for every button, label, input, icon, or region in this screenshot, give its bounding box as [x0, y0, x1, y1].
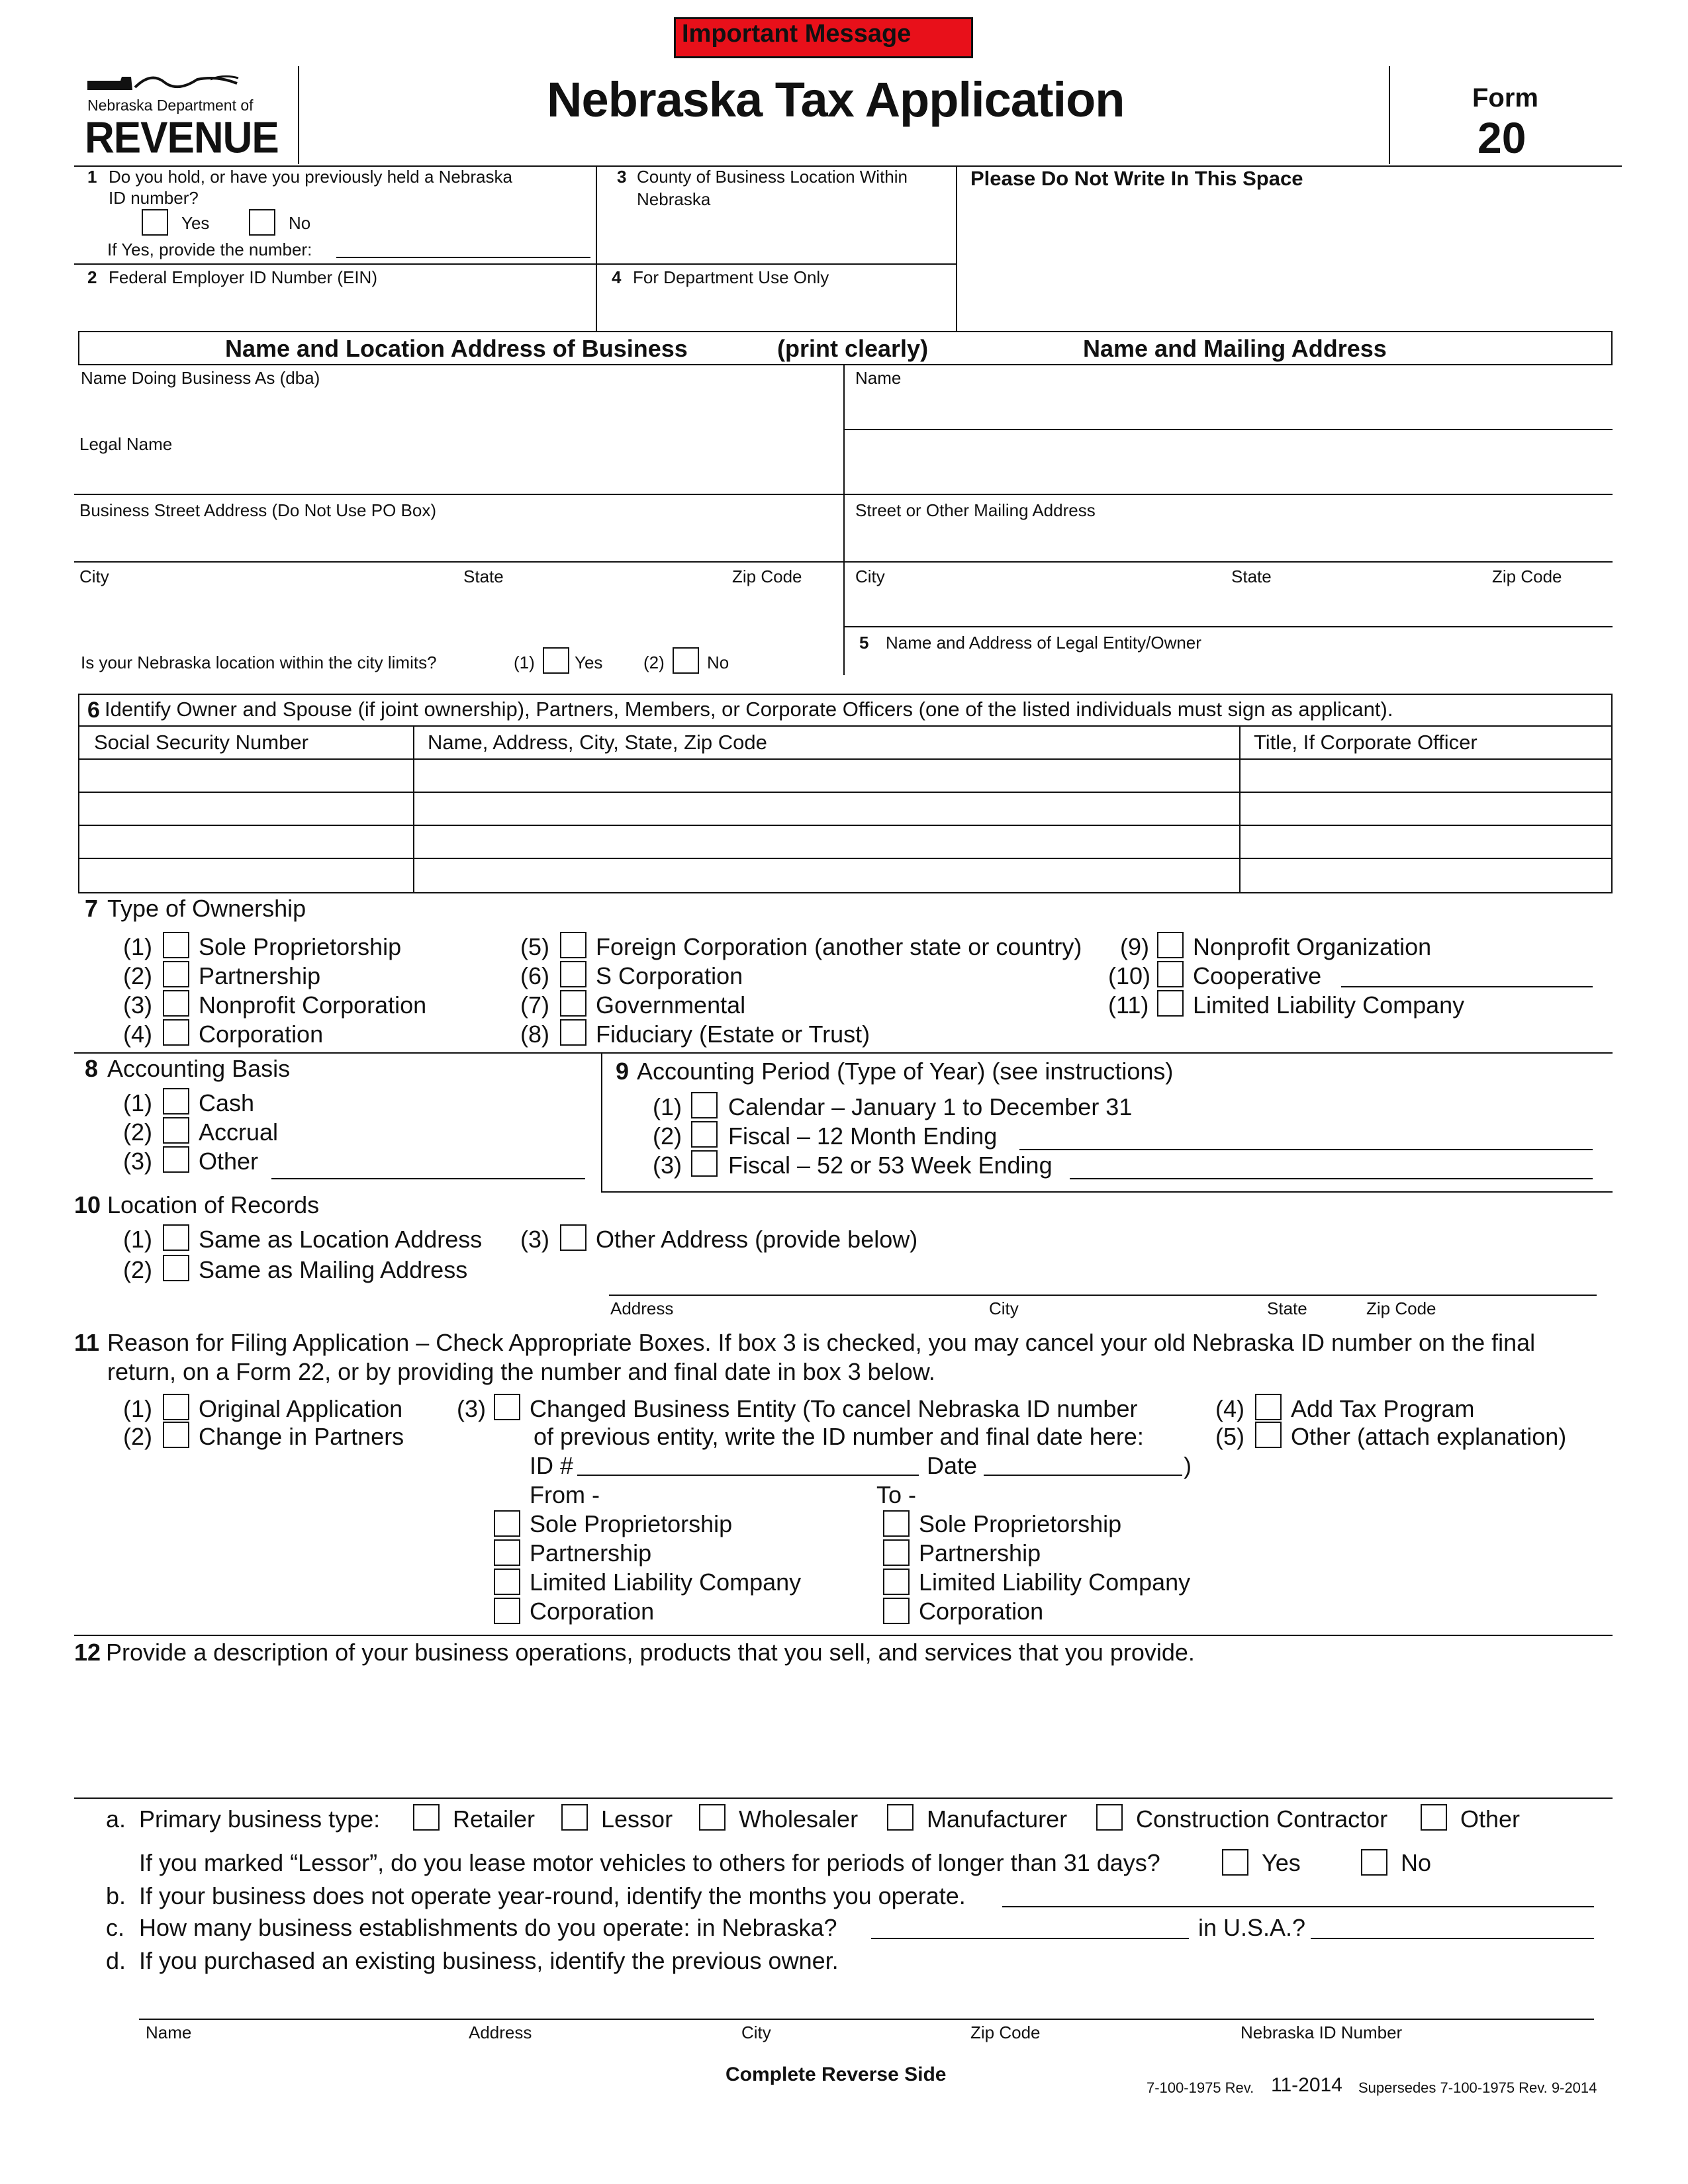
q3-text1: County of Business Location Within — [637, 167, 908, 187]
prev-owner-name-label: Name — [146, 2023, 192, 2042]
q8-accrual-checkbox[interactable] — [163, 1117, 189, 1144]
legal-entity-field[interactable] — [846, 655, 1611, 675]
q7-n5: (5) — [520, 933, 549, 960]
lessor-question: If you marked “Lessor”, do you lease motor vehicles to others for periods of longer than 31 days? — [139, 1849, 1160, 1876]
q12a-text: Primary business type: — [139, 1805, 381, 1833]
q8-label1: Cash — [199, 1089, 255, 1116]
table-row[interactable] — [79, 859, 1611, 892]
important-message-text: Important Message — [682, 20, 912, 48]
q6-number: 6 — [87, 698, 100, 723]
q9-fiscal12-field[interactable] — [1019, 1149, 1593, 1150]
legal-name-field[interactable] — [78, 455, 842, 492]
q9-n1: (1) — [653, 1093, 682, 1120]
city-limits-question: Is your Nebraska location within the city limits? — [81, 653, 437, 672]
q2-number: 2 — [87, 267, 97, 287]
q1-text1: Do you hold, or have you previously held a Nebraska — [109, 167, 512, 187]
q6-col-ssn: Social Security Number — [94, 731, 308, 754]
q11-from-entity1: Sole Proprietorship — [530, 1510, 733, 1537]
lessor-yes-label: Yes — [1262, 1849, 1301, 1876]
q12b-text: If your business does not operate year-round, identify the months you operate. — [139, 1882, 966, 1909]
q11-other-checkbox[interactable] — [1255, 1422, 1282, 1448]
q6-text: Identify Owner and Spouse (if joint ownership), Partners, Members, or Corporate Officers (one of the listed individuals must sign as applicant). — [105, 698, 1393, 721]
q9-label2: Fiscal – 12 Month Ending — [728, 1122, 998, 1150]
months-operate-field[interactable] — [1002, 1906, 1594, 1907]
q8-other-checkbox[interactable] — [163, 1146, 189, 1173]
revision-date: 11-2014 — [1271, 2074, 1342, 2096]
q7-label10: Cooperative — [1193, 962, 1322, 989]
mail-city-label: City — [855, 567, 885, 586]
form-label: Form — [1472, 83, 1538, 113]
q7-label1: Sole Proprietorship — [199, 933, 402, 960]
q11-to-llc-checkbox[interactable] — [883, 1569, 910, 1595]
q7-label5: Foreign Corporation (another state or country) — [596, 933, 1082, 960]
q10-label1: Same as Location Address — [199, 1226, 483, 1253]
q11-to-entity3: Limited Liability Company — [919, 1569, 1191, 1596]
q8-title: Accounting Basis — [107, 1055, 291, 1082]
q1-id-number-field[interactable] — [336, 257, 590, 258]
lessor-no-checkbox[interactable] — [1361, 1849, 1387, 1876]
q11-changed-entity-checkbox[interactable] — [494, 1394, 520, 1420]
mail-state-label: State — [1231, 567, 1272, 586]
logo-line1: Nebraska Department of — [87, 97, 254, 114]
q11-to-entity2: Partnership — [919, 1539, 1041, 1567]
q9-n2: (2) — [653, 1122, 682, 1150]
q11-from-label: From - — [530, 1481, 600, 1508]
lessor-yes-checkbox[interactable] — [1222, 1849, 1248, 1876]
q11-o4-label: Add Tax Program — [1291, 1395, 1475, 1422]
q7-n1: (1) — [123, 933, 152, 960]
business-city-label: City — [79, 567, 109, 586]
q11-from-partnership-checkbox[interactable] — [494, 1539, 520, 1566]
q10-same-mailing-checkbox[interactable] — [163, 1255, 189, 1281]
type-other: Other — [1460, 1805, 1521, 1833]
q7-n8: (8) — [520, 1021, 549, 1048]
q7-nonprofit-corp-checkbox[interactable] — [163, 990, 189, 1017]
q8-other-field[interactable] — [271, 1178, 585, 1179]
q11-add-tax-program-checkbox[interactable] — [1255, 1394, 1282, 1420]
q8-label2: Accrual — [199, 1118, 279, 1146]
type-wholesaler: Wholesaler — [739, 1805, 859, 1833]
q11-id-field[interactable] — [577, 1475, 919, 1476]
q7-n4: (4) — [123, 1021, 152, 1048]
q11-from-llc-checkbox[interactable] — [494, 1569, 520, 1595]
dba-label: Name Doing Business As (dba) — [81, 368, 320, 388]
q4-label: For Department Use Only — [633, 267, 829, 287]
q7-n3: (3) — [123, 991, 152, 1019]
nebraska-establishments-field[interactable] — [871, 1938, 1189, 1939]
q5-number: 5 — [859, 633, 869, 653]
q7-corporation-checkbox[interactable] — [163, 1019, 189, 1046]
q10-number: 10 — [74, 1191, 101, 1218]
q10-label3: Other Address (provide below) — [596, 1226, 918, 1253]
table-row[interactable] — [79, 760, 1611, 792]
q8-cash-checkbox[interactable] — [163, 1088, 189, 1115]
location-address-heading: Name and Location Address of Business — [225, 335, 688, 362]
q7-llc-checkbox[interactable] — [1157, 990, 1184, 1017]
prev-owner-address-label: Address — [469, 2023, 532, 2042]
q11-text1: Reason for Filing Application – Check Appropriate Boxes. If box 3 is checked, you may cancel your old Nebraska ID number on the final — [107, 1329, 1536, 1356]
do-not-write-label: Please Do Not Write In This Space — [970, 167, 1303, 190]
q9-label3: Fiscal – 52 or 53 Week Ending — [728, 1152, 1053, 1179]
manufacturer-checkbox[interactable] — [887, 1804, 914, 1831]
q11-o2-num: (2) — [123, 1423, 152, 1450]
type-retailer: Retailer — [453, 1805, 536, 1833]
q12b-letter: b. — [106, 1882, 126, 1909]
prev-owner-id-label: Nebraska ID Number — [1241, 2023, 1403, 2042]
type-manufacturer: Manufacturer — [927, 1805, 1068, 1833]
q9-label1: Calendar – January 1 to December 31 — [728, 1093, 1133, 1120]
q7-sole-proprietorship-checkbox[interactable] — [163, 932, 189, 958]
q7-n10: (10) — [1108, 962, 1151, 989]
q10-same-location-checkbox[interactable] — [163, 1224, 189, 1251]
q9-fiscal52-field[interactable] — [1070, 1178, 1593, 1179]
q8-number: 8 — [85, 1055, 99, 1082]
q7-label11: Limited Liability Company — [1193, 991, 1465, 1019]
q7-governmental-checkbox[interactable] — [560, 990, 586, 1017]
q11-to-label: To - — [876, 1481, 917, 1508]
logo-revenue: REVENUE — [85, 113, 279, 163]
q7-n7: (7) — [520, 991, 549, 1019]
q7-label9: Nonprofit Organization — [1193, 933, 1432, 960]
q11-text2: return, on a Form 22, or by providing the number and final date in box 3 below. — [107, 1358, 935, 1385]
city-limits-no-num: (2) — [643, 653, 665, 672]
table-row[interactable] — [79, 793, 1611, 825]
q10-zip-label: Zip Code — [1366, 1298, 1436, 1318]
q10-n2: (2) — [123, 1256, 152, 1283]
q6-col-name: Name, Address, City, State, Zip Code — [428, 731, 767, 754]
q11-to-corporation-checkbox[interactable] — [883, 1598, 910, 1624]
county-field[interactable] — [598, 212, 955, 261]
q12-text: Provide a description of your business operations, products that you sell, and services that you provide. — [106, 1639, 1195, 1666]
q7-nonprofit-org-checkbox[interactable] — [1157, 932, 1184, 958]
q11-from-entity4: Corporation — [530, 1598, 655, 1625]
q11-o5-num: (5) — [1215, 1423, 1244, 1450]
q10-label2: Same as Mailing Address — [199, 1256, 468, 1283]
q7-s-corp-checkbox[interactable] — [560, 961, 586, 987]
business-city-state-zip-field[interactable] — [78, 589, 842, 625]
q11-to-partnership-checkbox[interactable] — [883, 1539, 910, 1566]
q11-o2-label: Change in Partners — [199, 1423, 404, 1450]
prev-owner-zip-label: Zip Code — [970, 2023, 1041, 2042]
q12d-text: If you purchased an existing business, identify the previous owner. — [139, 1947, 839, 1974]
print-clearly-heading: (print clearly) — [777, 335, 929, 362]
form-number: 20 — [1477, 113, 1526, 162]
legal-name-label: Legal Name — [79, 434, 173, 454]
q12d-letter: d. — [106, 1947, 126, 1974]
q10-address-label: Address — [610, 1298, 674, 1318]
type-lessor: Lessor — [601, 1805, 673, 1833]
q11-to-entity1: Sole Proprietorship — [919, 1510, 1122, 1537]
q6-col-title: Title, If Corporate Officer — [1254, 731, 1477, 754]
q11-date-label: Date — [927, 1452, 978, 1479]
q7-fiduciary-checkbox[interactable] — [560, 1019, 586, 1046]
q7-label8: Fiduciary (Estate or Trust) — [596, 1021, 870, 1048]
cooperative-field[interactable] — [1341, 986, 1593, 987]
q12a-letter: a. — [106, 1805, 126, 1833]
q12c-text: How many business establishments do you operate: in Nebraska? — [139, 1914, 837, 1941]
dba-field[interactable] — [78, 390, 842, 428]
q11-o5-label: Other (attach explanation) — [1291, 1423, 1567, 1450]
q1-text2: ID number? — [109, 188, 199, 208]
q9-title: Accounting Period (Type of Year) (see instructions) — [637, 1058, 1174, 1085]
q12c-usa-label: in U.S.A.? — [1198, 1914, 1306, 1941]
q7-label7: Governmental — [596, 991, 746, 1019]
q11-from-corporation-checkbox[interactable] — [494, 1598, 520, 1624]
wholesaler-checkbox[interactable] — [699, 1804, 726, 1831]
q9-n3: (3) — [653, 1152, 682, 1179]
q11-o3-line2: of previous entity, write the ID number and final date here: — [534, 1423, 1144, 1450]
q10-title: Location of Records — [107, 1191, 320, 1218]
q7-label3: Nonprofit Corporation — [199, 991, 427, 1019]
q9-calendar-checkbox[interactable] — [691, 1092, 718, 1118]
q7-partnership-checkbox[interactable] — [163, 961, 189, 987]
q11-close-paren: ) — [1184, 1452, 1192, 1479]
q11-from-entity2: Partnership — [530, 1539, 652, 1567]
city-limits-yes-checkbox[interactable] — [543, 647, 569, 674]
business-street-field[interactable] — [78, 523, 842, 559]
other-type-checkbox[interactable] — [1421, 1804, 1447, 1831]
q11-change-partners-checkbox[interactable] — [163, 1422, 189, 1448]
mailing-address-heading: Name and Mailing Address — [1083, 335, 1387, 362]
q7-n6: (6) — [520, 962, 549, 989]
q1-number: 1 — [87, 167, 97, 187]
revision-prefix: 7-100-1975 Rev. — [1147, 2079, 1254, 2096]
q11-o1-num: (1) — [123, 1395, 152, 1422]
city-limits-no-label: No — [707, 653, 729, 672]
q12-description-field[interactable] — [74, 1670, 1613, 1796]
page-title: Nebraska Tax Application — [547, 72, 1125, 127]
q1-no-label: No — [289, 213, 311, 233]
q7-label6: S Corporation — [596, 962, 743, 989]
q11-to-entity4: Corporation — [919, 1598, 1044, 1625]
q8-n1: (1) — [123, 1089, 152, 1116]
mail-name-label: Name — [855, 368, 902, 388]
q3-text2: Nebraska — [637, 189, 711, 209]
complete-reverse-side: Complete Reverse Side — [726, 2064, 947, 2085]
nebraska-state-icon — [85, 66, 283, 99]
q4-number: 4 — [612, 267, 622, 287]
q11-o3-line1: Changed Business Entity (To cancel Nebraska ID number — [530, 1395, 1138, 1422]
q1-yes-label: Yes — [181, 213, 210, 233]
q11-to-sole-prop-checkbox[interactable] — [883, 1510, 910, 1537]
q1-no-checkbox[interactable] — [249, 209, 275, 236]
q11-id-label: ID # — [530, 1452, 574, 1479]
q10-city-label: City — [989, 1298, 1019, 1318]
q7-label2: Partnership — [199, 962, 321, 989]
supersedes-text: Supersedes 7-100-1975 Rev. 9-2014 — [1358, 2079, 1597, 2096]
q7-cooperative-checkbox[interactable] — [1157, 961, 1184, 987]
q11-date-field[interactable] — [984, 1475, 1182, 1476]
q8-n2: (2) — [123, 1118, 152, 1146]
lessor-no-label: No — [1401, 1849, 1432, 1876]
q7-n11: (11) — [1108, 991, 1149, 1019]
lessor-checkbox[interactable] — [561, 1804, 588, 1831]
q10-address-field[interactable] — [609, 1295, 1597, 1296]
q11-number: 11 — [74, 1329, 100, 1356]
q8-n3: (3) — [123, 1148, 152, 1175]
q7-n2: (2) — [123, 962, 152, 989]
q11-from-entity3: Limited Liability Company — [530, 1569, 802, 1596]
q9-number: 9 — [616, 1058, 630, 1085]
business-zip-label: Zip Code — [732, 567, 802, 586]
usa-establishments-field[interactable] — [1311, 1938, 1594, 1939]
q10-state-label: State — [1267, 1298, 1307, 1318]
table-row[interactable] — [79, 826, 1611, 858]
q5-label: Name and Address of Legal Entity/Owner — [886, 633, 1201, 653]
ein-field[interactable] — [74, 289, 594, 328]
retailer-checkbox[interactable] — [413, 1804, 440, 1831]
q11-from-sole-prop-checkbox[interactable] — [494, 1510, 520, 1537]
prev-owner-city-label: City — [741, 2023, 771, 2042]
mail-name-field[interactable] — [846, 390, 1611, 428]
q9-fiscal52-checkbox[interactable] — [691, 1150, 718, 1177]
q7-number: 7 — [85, 895, 99, 922]
q10-other-address-checkbox[interactable] — [560, 1224, 586, 1251]
q11-o1-label: Original Application — [199, 1395, 403, 1422]
q9-fiscal12-checkbox[interactable] — [691, 1121, 718, 1148]
q3-number: 3 — [617, 167, 627, 187]
q11-o3-num: (3) — [457, 1395, 486, 1422]
q10-n3: (3) — [520, 1226, 549, 1253]
q8-label3: Other — [199, 1148, 259, 1175]
q12c-letter: c. — [106, 1914, 125, 1941]
type-construction: Construction Contractor — [1136, 1805, 1388, 1833]
business-state-label: State — [463, 567, 504, 586]
business-street-label: Business Street Address (Do Not Use PO Box) — [79, 500, 436, 520]
construction-contractor-checkbox[interactable] — [1096, 1804, 1123, 1831]
q7-title: Type of Ownership — [107, 895, 306, 922]
city-limits-no-checkbox[interactable] — [673, 647, 699, 674]
q1-yes-checkbox[interactable] — [142, 209, 168, 236]
mail-zip-label: Zip Code — [1492, 567, 1562, 586]
q2-label: Federal Employer ID Number (EIN) — [109, 267, 377, 287]
q7-foreign-corp-checkbox[interactable] — [560, 932, 586, 958]
q11-original-application-checkbox[interactable] — [163, 1394, 189, 1420]
q10-n1: (1) — [123, 1226, 152, 1253]
q7-label4: Corporation — [199, 1021, 324, 1048]
nebraska-logo — [85, 66, 283, 163]
mail-street-label: Street or Other Mailing Address — [855, 500, 1096, 520]
previous-owner-field[interactable] — [139, 2019, 1594, 2020]
city-limits-yes-label: Yes — [575, 653, 603, 672]
q11-o4-num: (4) — [1215, 1395, 1244, 1422]
mail-city-state-zip-field[interactable] — [846, 589, 1611, 625]
q12-number: 12 — [74, 1639, 101, 1666]
city-limits-yes-num: (1) — [514, 653, 535, 672]
q1-ifyes-label: If Yes, provide the number: — [107, 240, 312, 259]
mail-street-field[interactable] — [846, 523, 1611, 559]
q7-n9: (9) — [1120, 933, 1149, 960]
